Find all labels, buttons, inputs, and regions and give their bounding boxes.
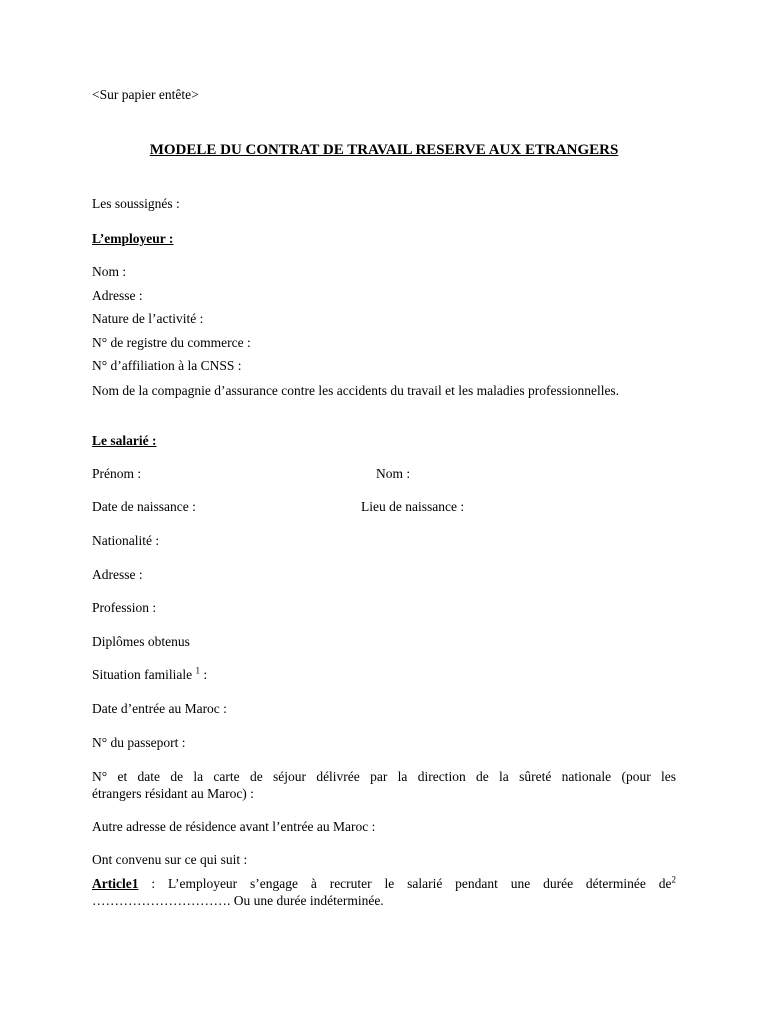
page-title: MODELE DU CONTRAT DE TRAVAIL RESERVE AUX ETRANGERS <box>149 142 619 158</box>
employee-lieu-naissance: Lieu de naissance : <box>361 499 465 514</box>
employee-heading: Le salarié : <box>92 433 157 448</box>
employee-passeport: N° du passeport : <box>92 735 186 750</box>
employee-situation <box>92 667 207 683</box>
employee-prenom: Prénom : <box>92 466 142 481</box>
article-1-text: L’employeur s’engage à recruter le salarié pendant une durée déterminée de <box>155 876 672 891</box>
article-1-colon: : <box>138 876 156 891</box>
agreement-text: Ont convenu sur ce qui suit : <box>92 852 248 867</box>
carte-sejour-line-1 <box>92 768 676 785</box>
employee-profession: Profession : <box>92 600 157 615</box>
employer-heading: L’employeur : <box>92 231 174 246</box>
carte-sejour-text-1: N° et date de la carte de séjour délivrée par la direction de la sûreté nationale (pour les <box>92 769 676 784</box>
employee-date-entree: Date d’entrée au Maroc : <box>92 701 227 716</box>
employer-cnss: N° d’affiliation à la CNSS : <box>92 358 242 373</box>
employer-activite: Nature de l’activité : <box>92 311 204 326</box>
employee-adresse: Adresse : <box>92 567 143 582</box>
article-1-line-2: …………………………. Ou une durée indéterminée. <box>92 893 384 908</box>
header-note: <Sur papier entête> <box>92 87 199 102</box>
employee-nom: Nom : <box>376 466 411 481</box>
situation-label: Situation familiale <box>92 667 193 682</box>
article-1 <box>92 875 676 909</box>
employee-nationalite: Nationalité : <box>92 533 160 548</box>
employee-carte-sejour <box>92 768 676 802</box>
footnote-ref-2: 2 <box>671 874 676 885</box>
intro-text: Les soussignés : <box>92 196 180 211</box>
employer-assurance: Nom de la compagnie d’assurance contre les accidents du travail et les maladies professionnelles. <box>92 383 620 398</box>
employer-adresse: Adresse : <box>92 288 143 303</box>
employee-diplomes: Diplômes obtenus <box>92 634 190 649</box>
employer-registre: N° de registre du commerce : <box>92 335 251 350</box>
employer-nom: Nom : <box>92 264 127 279</box>
carte-sejour-text-2: étrangers résidant au Maroc) : <box>92 786 254 801</box>
situation-colon: : <box>199 667 208 682</box>
footnote-ref-1: 1 <box>195 665 200 676</box>
article-1-label: Article1 <box>92 876 139 891</box>
employee-date-naissance: Date de naissance : <box>92 499 196 514</box>
employee-autre-adresse: Autre adresse de résidence avant l’entrée au Maroc : <box>92 819 376 834</box>
article-1-line-1 <box>92 875 676 892</box>
